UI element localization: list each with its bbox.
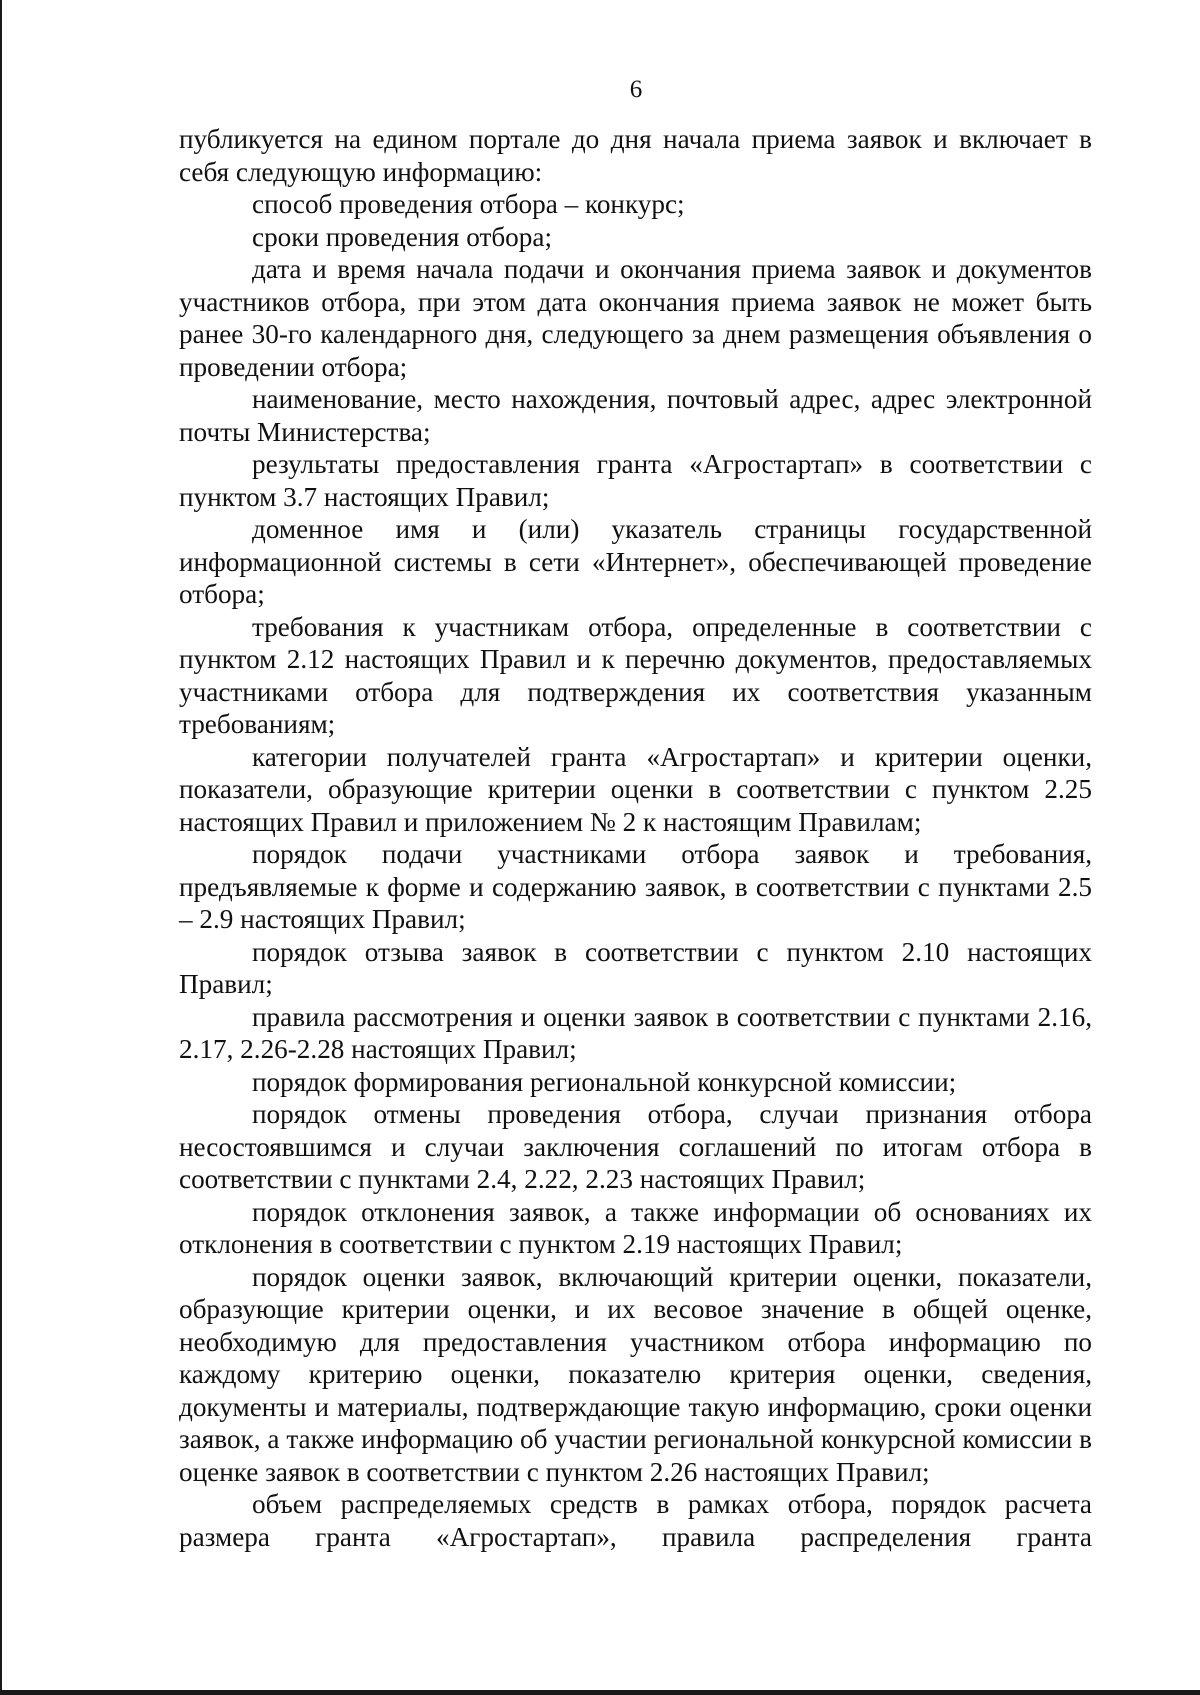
scan-border-left: [0, 0, 2, 1695]
list-item-selection-method: способ проведения отбора – конкурс;: [252, 189, 685, 219]
list-item-commission-formation: порядок формирования региональной конкурсной комиссии;: [252, 1066, 957, 1097]
list-item-cancellation-procedure: порядок отмены проведения отбора, случаи признания отбора несостоявшимся и случаи заключения соглашений по итогам отбора в соответствии с пунктами 2.4, 2.22, 2.23 настоящих Правил;: [179, 1099, 1092, 1194]
list-item-review-rules: правила рассмотрения и оценки заявок в соответствии с пунктами 2.16, 2.17, 2.26-2.28 настоящих Правил;: [179, 1001, 1092, 1064]
list-item-participant-requirements: требования к участникам отбора, определенные в соответствии с пунктом 2.12 настоящих Правил и к перечню документов, предоставляемых участниками отбора для подтверждения их соответствия указанным требованиям;: [179, 611, 1092, 739]
list-item-domain-name: доменное имя и (или) указатель страницы государственной информационной системы в сети «Интернет», обеспечивающей проведение отбора;: [179, 514, 1092, 609]
list-item-evaluation-procedure: порядок оценки заявок, включающий критерии оценки, показатели, образующие критерии оценки, и их весовое значение в общей оценке, необходимую для предоставления участником отбора информацию по каждому критерию оценки, показателю критерия оценки, сведения, документы и материалы, подтверждающие такую информацию, сроки оценки заявок, а также информацию об участии региональной конкурсной комиссии в оценке заявок в соответствии с пунктом 2.26 настоящих Правил;: [179, 1261, 1092, 1487]
list-item-withdrawal-procedure: порядок отзыва заявок в соответствии с пунктом 2.10 настоящих Правил;: [179, 936, 1092, 999]
list-item-ministry-address: наименование, место нахождения, почтовый адрес, адрес электронной почты Министерства;: [179, 384, 1092, 447]
list-item-application-dates: дата и время начала подачи и окончания приема заявок и документов участников отбора, при этом дата окончания приема заявок не может быть ранее 30-го календарного дня, следующего за днем размещения объявления о проведении отбора;: [179, 254, 1092, 382]
paragraph-intro: публикуется на едином портале до дня начала приема заявок и включает в себя следующую информацию:: [179, 124, 1092, 187]
list-item-funds-volume: объем распределяемых средств в рамках отбора, порядок расчета размера гранта «Агростартап», правила распределения гранта: [179, 1489, 1092, 1552]
list-item-submission-procedure: порядок подачи участниками отбора заявок и требования, предъявляемые к форме и содержанию заявок, в соответствии с пунктами 2.5 – 2.9 настоящих Правил;: [179, 839, 1092, 934]
page-number: 6: [629, 76, 643, 103]
document-body: [179, 123, 1092, 1553]
list-item-rejection-procedure: порядок отклонения заявок, а также информации об основаниях их отклонения в соответствии с пунктом 2.19 настоящих Правил;: [179, 1196, 1092, 1259]
list-item-recipient-categories: категории получателей гранта «Агростартап» и критерии оценки, показатели, образующие критерии оценки в соответствии с пунктом 2.25 настоящих Правил и приложением № 2 к настоящим Правилам;: [179, 741, 1092, 837]
scan-border-bottom: [0, 1690, 1200, 1695]
list-item-grant-results: результаты предоставления гранта «Агростартап» в соответствии с пунктом 3.7 настоящих Правил;: [179, 449, 1092, 512]
list-item-selection-dates: сроки проведения отбора;: [252, 221, 552, 252]
